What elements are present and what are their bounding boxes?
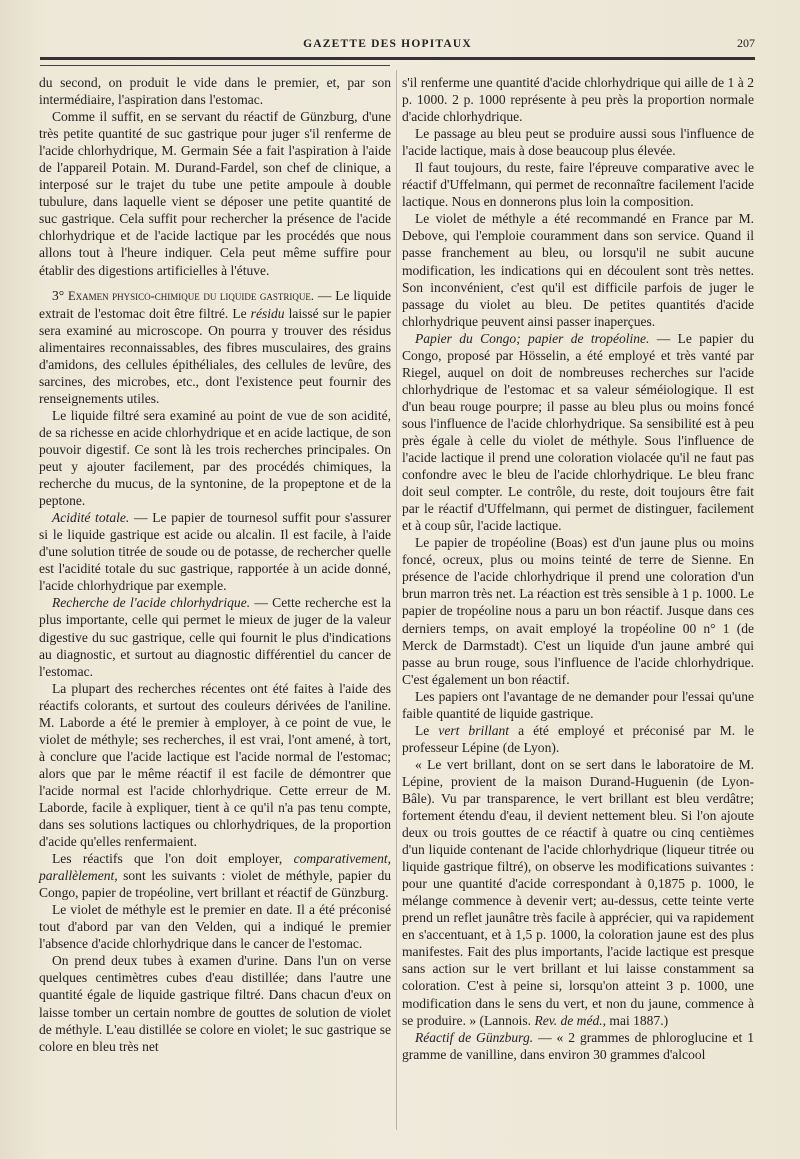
right-column [402, 74, 754, 1063]
column-rule [40, 65, 390, 66]
paragraph: Papier du Congo; papier de tropéoline. — Le papier du Congo, proposé par Hösselin, a été employé et très vanté par Riegel, auquel on doit de nombreuses recherches sur l'acide chlorhydrique de l'estomac et sa valeur séméiologique. Il est d'un beau rouge pourpre; il passe au bleu plus ou moins foncé sous l'influence de l'acide chlorhydrique. Sa sensibilité est à peu près égale à celle du violet de méthyle. Sous l'influence de l'acide lactique il prend une coloration violacée qu'il ne faut pas confondre avec le bleu de l'acide chlorhydrique. Le bleu franc doit seul compter. Le contrôle, du reste, doit toujours être fait par le réactif d'Uffelmann, qui permet de distinguer, facilement et à coup sûr, l'acide lactique. [402, 330, 754, 534]
page-header [20, 38, 755, 58]
paragraph: Réactif de Günzburg. — « 2 grammes de phloroglucine et 1 gramme de vanilline, dans environ 30 grammes d'alcool [402, 1029, 754, 1062]
journal-title: GAZETTE DES HOPITAUX [303, 38, 472, 50]
paragraph: « Le vert brillant, dont on se sert dans le laboratoire de M. Lépine, provient de la maison Durand-Huguenin (de Lyon-Bâle). Vu par transparence, le vert brillant est bleu verdâtre; fortement étendu d'eau, il devient nettement bleu. Si l'on ajoute deux ou trois gouttes de ce réactif à quatre ou cinq centièmes d'un liquide contenant de l'acide chlorhydrique (liqueur titrée ou liquide gastrique filtré), on observe les modifications suivantes : pour une quantité d'acide correspondant à 0,1875 p. 1000, le mélange commence à devenir vert; au-dessus, cette teinte verte prend un reflet jaunâtre très facile à apprécier, qui va rapidement en s'accentuant, et à 1,5 p. 1000, la coloration jaune est des plus manifestes. Fait des plus importants, l'acide lactique est presque sans action sur le vert brillant et lui laisse constamment sa coloration. C'est à peine si, lorsqu'on atteint 3 p. 1000, une modification dans le sens du vert, et non du jaune, commence à se produire. » (Lannois. Rev. de méd., mai 1887.) [402, 756, 754, 1028]
paragraph: Les papiers ont l'avantage de ne demander pour l'essai qu'une faible quantité de liquide gastrique. [402, 688, 754, 721]
paragraph: Acidité totale. — Le papier de tournesol suffit pour s'assurer si le liquide gastrique est acide ou alcalin. Il est facile, à l'aide d'une solution titrée de soude ou de potasse, de rechercher quelle est l'acidité totale du suc gastrique, rapportée à un acide donné, l'acide chlorhydrique par exemple. [39, 510, 391, 594]
paragraph: Recherche de l'acide chlorhydrique. — Cette recherche est la plus importante, celle qui permet le mieux de juger de la valeur digestive du suc gastrique, celle qui fournit le plus d'indications au diagnostic, et surtout au diagnostic différentiel du cancer de l'estomac. [39, 595, 391, 679]
paragraph: Le violet de méthyle a été recommandé en France par M. Debove, qui l'emploie couramment dans son service. Quand il passe franchement au bleu, ou lorsqu'il ne subit aucune modification, les indications qui en découlent sont très nettes. Son inconvénient, c'est qu'il est difficile parfois de juger le passage du violet au bleu. De petites quantités d'acide chlorhydrique peuvent ainsi passer inaperçues. [402, 211, 754, 329]
subheading: Recherche de l'acide chlorhydrique. [52, 595, 251, 611]
paragraph: La plupart des recherches récentes ont été faites à l'aide des réactifs colorants, et surtout des couleurs dérivées de l'aniline. M. Laborde a été le premier à employer, à ce point de vue, le violet de méthyle; ses recherches, il est vrai, l'ont amené, à tort, à conclure que l'acide lactique est l'acide normal de l'estomac; alors que par le même réactif il est facile de démontrer que l'acide normal est l'acide chlorhydrique. Cette erreur de M. Laborde, facile à expliquer, tient à ce qu'il n'a pas tenu compte, dans ses solutions lactiques ou chlorhydriques, de la proportion d'acide qu'elles renfermaient. [39, 680, 391, 850]
paragraph: du second, on produit le vide dans le premier, et, par son intermédiaire, l'aspiration dans l'estomac. [39, 75, 391, 108]
paragraph: Le passage au bleu peut se produire aussi sous l'influence de l'acide lactique, mais à dose beaucoup plus élevée. [402, 126, 754, 159]
section-paragraph: 3° Examen physico-chimique du liquide gastrique. — Le liquide extrait de l'estomac doit être filtré. Le résidu laissé sur le papier sera examiné au microscope. On pourra y trouver des résidus alimentaires reconnaissables, des fibres musculaires, des grains d'amidons, des cellules épithéliales, des cellules de levûre, des sarcines, des microbes, etc., dont l'existence peut fournir des renseignements utiles. [39, 287, 392, 406]
subheading: Acidité totale. [52, 510, 130, 526]
paragraph: Il faut toujours, du reste, faire l'épreuve comparative avec le réactif d'Uffelmann, qui permet de reconnaître facilement l'acide lactique. Nous en donnerons plus loin la composition. [402, 160, 754, 210]
paragraph: On prend deux tubes à examen d'urine. Dans l'un on verse quelques centimètres cubes d'eau distillée; dans l'autre une quantité égale de liquide gastrique filtré. Dans chacun d'eux on laisse tomber un certain nombre de gouttes de solution de violet de méthyle. L'eau distillée se colore en violet; le suc gastrique se colore en bleu très net [39, 953, 391, 1054]
header-rule [40, 57, 755, 60]
paragraph: s'il renferme une quantité d'acide chlorhydrique qui aille de 1 à 2 p. 1000. 2 p. 1000 représente à peu près la proportion normale d'acide chlorhydrique. [402, 75, 754, 125]
subheading: Papier du Congo; papier de tropéoline. [415, 330, 650, 346]
paragraph: Les réactifs que l'on doit employer, comparativement, parallèlement, sont les suivants : violet de méthyle, papier du Congo, papier de tropéoline, vert brillant et réactif de Günzburg. [39, 851, 391, 901]
paragraph: Le liquide filtré sera examiné au point de vue de son acidité, de sa richesse en acide chlorhydrique et en acide lactique, de son pouvoir digestif. Ce sont là les trois recherches principales. On peut y ajouter facilement, par des procédés chimiques, la recherche du mucus, de la syntonine, de la propeptone et de la peptone. [39, 407, 391, 509]
left-column [39, 74, 391, 1055]
column-divider [396, 70, 397, 1130]
paragraph: Le violet de méthyle est le premier en date. Il a été préconisé tout d'abord par van den Velden, qui a indiqué le premier l'absence d'acide chlorhydrique dans le cancer de l'estomac. [39, 902, 391, 952]
paragraph: Comme il suffit, en se servant du réactif de Günzburg, d'une très petite quantité de suc gastrique pour juger s'il renferme de l'acide chlorhydrique, M. Germain Sée a fait l'aspiration à l'aide de l'appareil Potain. M. Durand-Fardel, son chef de clinique, a interposé sur le trajet du tube une petite ampoule à double tubulure, dans laquelle vient se déposer une petite quantité de suc gastrique. Cela suffit pour rechercher la présence de l'acide chlorhydrique et de l'acide lactique par les procédés que nous allons tout à l'heure indiquer. Cela peut même suffire pour établir des digestions artificielles à l'étuve. [39, 109, 391, 278]
page-number: 207 [737, 36, 755, 50]
paragraph: Le papier de tropéoline (Boas) est d'un jaune plus ou moins foncé, ocreux, plus ou moins teinté de terre de Sienne. En présence de l'acide chlorhydrique il prend une coloration d'un brun marron très net. La réaction est très sensible à 1 p. 1000. Le papier de tropéoline nous a paru un bon réactif. Jusque dans ces derniers temps, on avait employé la tropéoline 00 n° 1 (de Merck de Darmstadt). C'est un liquide d'un jaune ambré qui passe au brun rouge, sous l'influence de l'acide chlorhydrique. C'est également un bon réactif. [402, 535, 754, 687]
subheading: Réactif de Günzburg. [415, 1029, 534, 1045]
paragraph: Le vert brillant a été employé et préconisé par M. le professeur Lépine (de Lyon). [402, 722, 754, 755]
section-heading: Examen physico-chimique du liquide gastrique. [68, 288, 315, 303]
